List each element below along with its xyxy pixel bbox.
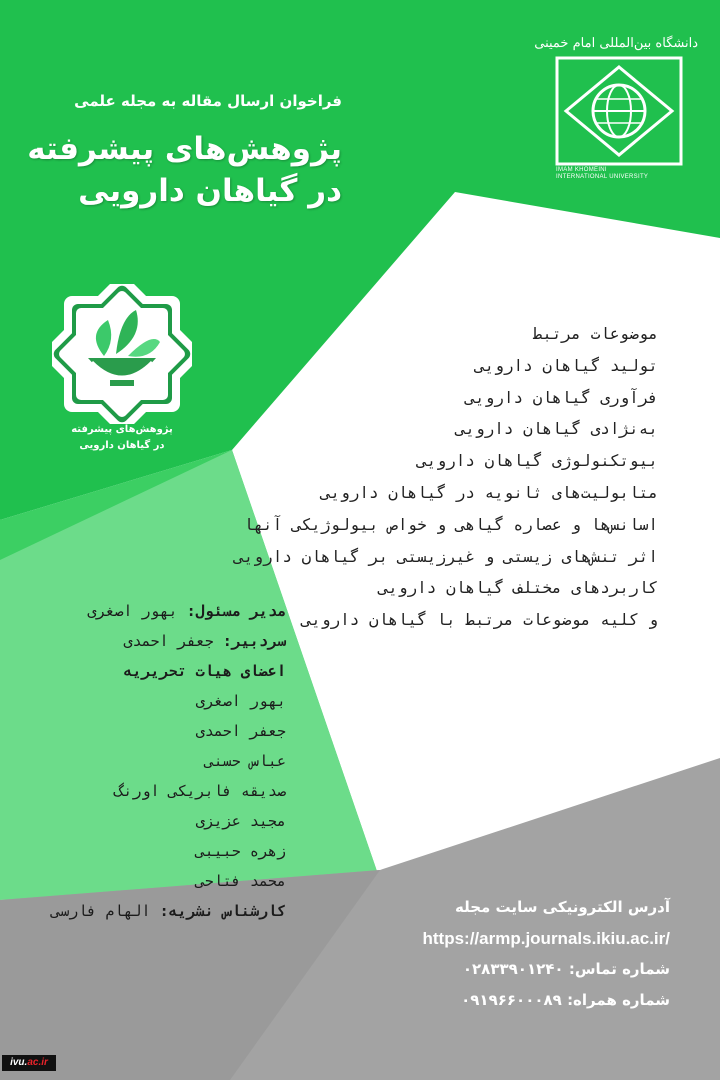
topics-heading: موضوعات مرتبط	[532, 324, 658, 343]
topic-item: فرآوری گیاهان دارویی	[465, 387, 658, 407]
site-label: آدرس الکترونیکی سایت مجله	[455, 898, 670, 916]
journal-title	[27, 128, 342, 212]
topic-item: متابولیت‌های ثانویه در گیاهان دارویی	[320, 482, 658, 502]
editor-name: جعفر احمدی	[123, 632, 214, 650]
watermark-prefix: ivu.	[10, 1057, 28, 1068]
editor-row	[51, 626, 286, 656]
topic-item: به‌نژادی گیاهان دارویی	[455, 419, 658, 439]
topic-item: کاربردهای مختلف گیاهان دارویی	[378, 578, 658, 598]
site-watermark	[2, 1055, 56, 1071]
herbal-mortar-leaves-icon	[52, 284, 192, 424]
expert-name: الهام فارسی	[51, 902, 151, 920]
board-member: مجید عزیزی	[195, 812, 286, 830]
board-member: جعفر احمدی	[195, 722, 286, 740]
phone-label: شماره تماس:	[568, 960, 670, 978]
journal-logo-name-line1: پژوهش‌های پیشرفته	[71, 424, 173, 435]
university-logo	[534, 36, 698, 181]
phone-number: ۰۲۸۳۳۹۰۱۲۴۰	[462, 960, 564, 978]
journal-title-line2: در گیاهان دارویی	[78, 173, 342, 209]
director-name: بهور اصغری	[87, 602, 178, 620]
globe-emblem-icon	[554, 55, 684, 167]
board-member: بهور اصغری	[195, 692, 286, 710]
director-label: مدیر مسئول:	[186, 602, 286, 620]
journal-title-line1: پژوهش‌های پیشرفته	[27, 131, 342, 167]
topic-item: بیوتکنولوژی گیاهان دارویی	[417, 451, 658, 471]
university-name-english-1: IMAM KHOMEINI	[556, 167, 607, 173]
board-heading: اعضای هیات تحریریه	[123, 662, 286, 680]
topic-item: و کلیه موضوعات مرتبط با گیاهان دارویی	[301, 610, 658, 630]
contact-info	[370, 892, 670, 1016]
board-member: عباس حسنی	[204, 752, 286, 770]
watermark-suffix: ac.ir	[27, 1057, 48, 1068]
university-name-english-2: INTERNATIONAL UNIVERSITY	[556, 174, 649, 180]
phone-row	[370, 954, 670, 985]
expert-row	[51, 896, 286, 926]
director-row	[51, 596, 286, 626]
topic-item: اثر تنش‌های زیستی و غیرزیستی بر گیاهان دارویی	[234, 546, 658, 566]
board-member: محمد فتاحی	[195, 872, 286, 890]
board-member: زهره حبیبی	[195, 842, 286, 860]
call-for-papers-subtitle: فراخوان ارسال مقاله به مجله علمی	[74, 92, 342, 110]
topic-item: تولید گیاهان دارویی	[474, 355, 658, 375]
mobile-label: شماره همراه:	[567, 991, 670, 1009]
mobile-number: ۰۹۱۹۶۶۰۰۰۸۹	[461, 991, 562, 1009]
university-name-script: دانشگاه بین‌المللی امام خمینی	[534, 36, 698, 51]
expert-label: کارشناس نشریه:	[159, 902, 286, 920]
board-member: صدیقه فابریکی اورنگ	[114, 782, 286, 800]
mobile-row	[370, 985, 670, 1016]
topic-item: اسانس‌ها و عصاره گیاهی و خواص بیولوژیکی آنها	[243, 514, 658, 534]
editor-label: سردبیر:	[222, 632, 286, 650]
journal-logo-name-line2: در گیاهان دارویی	[79, 440, 165, 451]
journal-logo-name	[52, 422, 192, 454]
editorial-staff	[51, 596, 286, 926]
topics-list	[234, 318, 658, 636]
journal-url-link[interactable]: https://armp.journals.ikiu.ac.ir/	[422, 929, 670, 948]
journal-logo	[52, 284, 192, 464]
